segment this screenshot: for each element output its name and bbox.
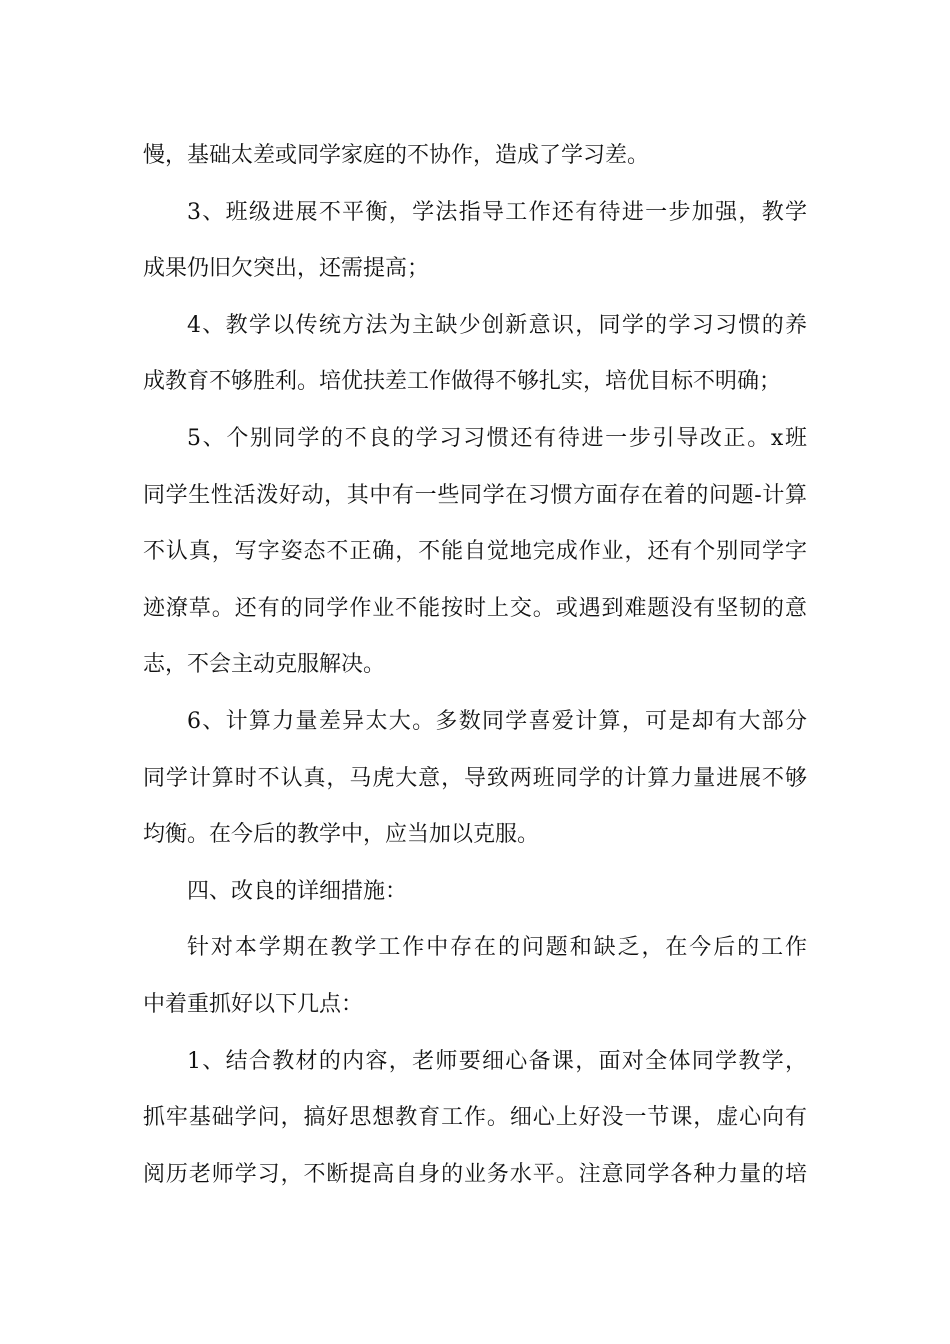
paragraph-item-5-line-3: 不认真，写字姿态不正确，不能自觉地完成作业，还有个别同学字 (143, 539, 807, 565)
paragraph-item-5-line-4: 迹潦草。还有的同学作业不能按时上交。或遇到难题没有坚韧的意 (143, 595, 807, 621)
intro-paragraph-line-1: 针对本学期在教学工作中存在的问题和缺乏，在今后的工作 (187, 935, 807, 961)
text-line-continuation: 慢，基础太差或同学家庭的不协作，造成了学习差。 (143, 143, 650, 168)
paragraph-item-3-line-1: 3、班级进展不平衡，学法指导工作还有待进一步加强，教学 (187, 199, 807, 225)
paragraph-item-5-line-2: 同学生性活泼好动，其中有一些同学在习惯方面存在着的问题-计算 (143, 482, 807, 508)
document-body (143, 128, 807, 1203)
paragraph-item-4-line-1: 4、教学以传统方法为主缺少创新意识，同学的学习习惯的养 (187, 312, 807, 338)
paragraph-item-5-line-1: 5、个别同学的不良的学习习惯还有待进一步引导改正。x班 (187, 425, 807, 451)
intro-paragraph-line-2: 中着重抓好以下几点： (143, 991, 364, 1017)
paragraph-item-5-line-5: 志，不会主动克服解决。 (143, 652, 386, 678)
paragraph-item-6-line-3: 均衡。在今后的教学中，应当加以克服。 (143, 822, 540, 848)
measure-item-1-line-2: 抓牢基础学问，搞好思想教育工作。细心上好没一节课，虚心向有 (143, 1105, 807, 1131)
paragraph-item-6-line-1: 6、计算力量差异太大。多数同学喜爱计算，可是却有大部分 (187, 708, 807, 734)
section-heading: 四、改良的详细措施： (187, 878, 408, 904)
paragraph-item-3-line-2: 成果仍旧欠突出，还需提高； (143, 256, 430, 282)
paragraph-item-4-line-2: 成教育不够胜利。培优扶差工作做得不够扎实，培优目标不明确； (143, 369, 782, 395)
measure-item-1-line-1: 1、结合教材的内容，老师要细心备课，面对全体同学教学， (187, 1048, 807, 1074)
measure-item-1-line-3: 阅历老师学习，不断提高自身的业务水平。注意同学各种力量的培 (143, 1161, 807, 1187)
paragraph-item-6-line-2: 同学计算时不认真，马虎大意，导致两班同学的计算力量进展不够 (143, 765, 807, 791)
